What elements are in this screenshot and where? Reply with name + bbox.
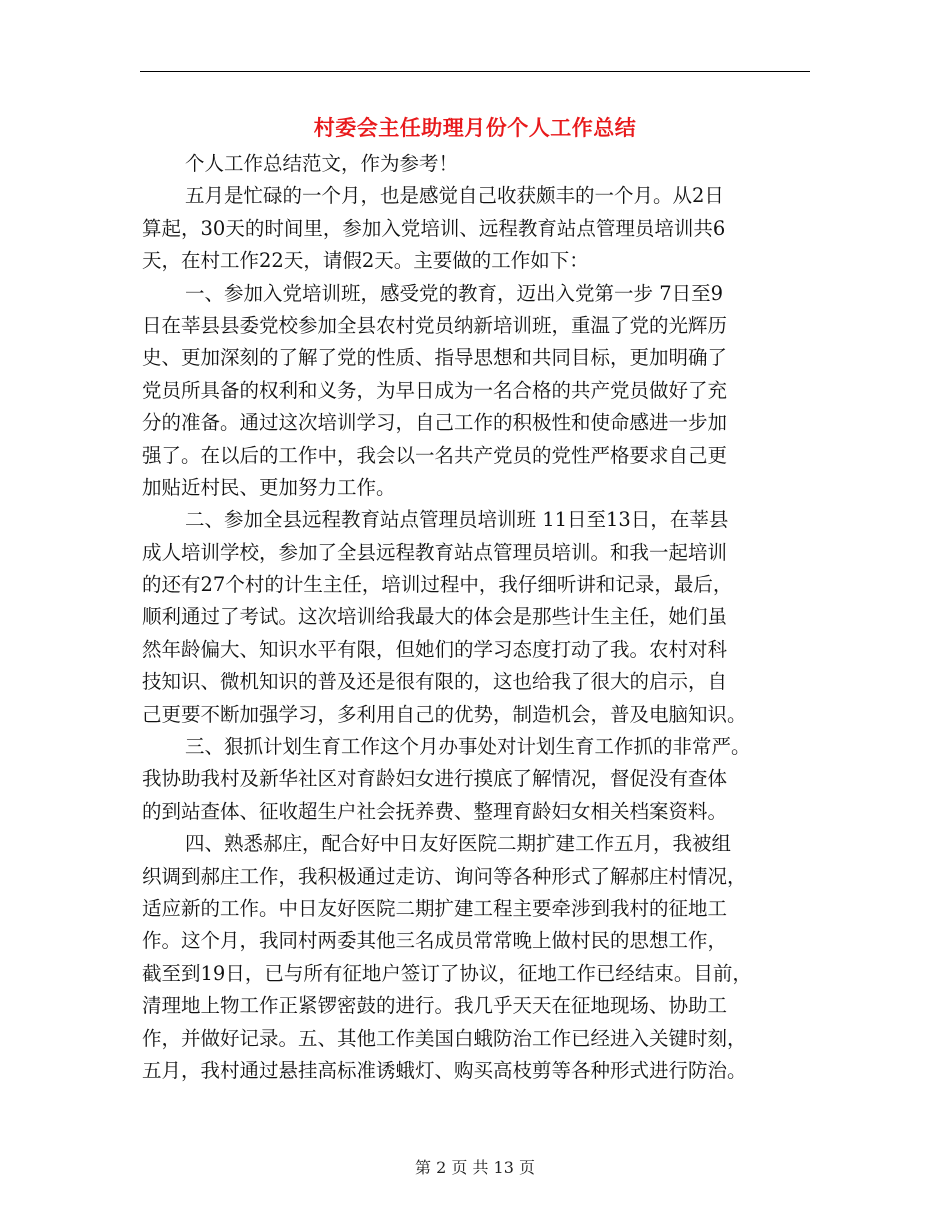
body-line: 史、更加深刻的了解了党的性质、指导思想和共同目标，更加明确了 xyxy=(142,346,728,370)
body-line: 加贴近村民、更加努力工作。 xyxy=(142,475,396,499)
body-line: 强了。在以后的工作中，我会以一名共产党员的党性严格要求自己更 xyxy=(142,443,728,467)
body-line: 织调到郝庄工作，我积极通过走访、询问等各种形式了解郝庄村情况， xyxy=(142,864,747,888)
body-line: 截至到19日，已与所有征地户签订了协议，征地工作已经结束。目前， xyxy=(142,961,752,985)
body-line: 然年龄偏大、知识水平有限，但她们的学习态度打动了我。农村对科 xyxy=(142,637,728,661)
body-line: 清理地上物工作正紧锣密鼓的进行。我几乎天天在征地现场、协助工 xyxy=(142,994,728,1018)
document-body xyxy=(142,148,812,1087)
body-line: 我协助我村及新华社区对育龄妇女进行摸底了解情况，督促没有查体 xyxy=(142,767,728,791)
document-title: 村委会主任助理月份个人工作总结 xyxy=(313,115,637,140)
body-line: 作，并做好记录。五、其他工作美国白蛾防治工作已经进入关键时刻， xyxy=(142,1026,747,1050)
body-line: 天，在村工作22天，请假2天。主要做的工作如下： xyxy=(142,249,589,273)
body-line: 个人工作总结范文，作为参考！ xyxy=(185,152,459,175)
body-line: 作。这个月，我同村两委其他三名成员常常晚上做村民的思想工作， xyxy=(142,929,728,953)
body-line: 适应新的工作。中日友好医院二期扩建工程主要牵涉到我村的征地工 xyxy=(142,896,728,920)
body-line: 日在莘县县委党校参加全县农村党员纳新培训班，重温了党的光辉历 xyxy=(142,313,728,337)
body-line: 三、狠抓计划生育工作这个月办事处对计划生育工作抓的非常严。 xyxy=(185,735,751,759)
body-line: 算起，30天的时间里，参加入党培训、远程教育站点管理员培训共6 xyxy=(142,216,726,240)
body-line: 技知识、微机知识的普及还是很有限的，这也给我了很大的启示，自 xyxy=(142,670,728,694)
header-rule xyxy=(140,71,810,72)
body-line: 的还有27个村的计生主任，培训过程中，我仔细听讲和记录，最后， xyxy=(142,573,733,597)
body-line: 成人培训学校，参加了全县远程教育站点管理员培训。和我一起培训 xyxy=(142,540,728,564)
body-line: 分的准备。通过这次培训学习，自己工作的积极性和使命感进一步加 xyxy=(142,411,728,435)
body-line: 党员所具备的权利和义务，为早日成为一名合格的共产党员做好了充 xyxy=(142,378,728,402)
body-line: 一、参加入党培训班，感受党的教育，迈出入党第一步 7日至9 xyxy=(185,281,724,305)
body-line: 五月是忙碌的一个月，也是感觉自己收获颇丰的一个月。从2日 xyxy=(185,184,724,208)
page-number-footer: 第 2 页 共 13 页 xyxy=(415,1158,535,1177)
body-line: 二、参加全县远程教育站点管理员培训班 11日至13日，在莘县 xyxy=(185,508,729,532)
body-line: 四、熟悉郝庄，配合好中日友好医院二期扩建工作五月，我被组 xyxy=(185,832,732,856)
body-line: 的到站查体、征收超生户社会抚养费、整理育龄妇女相关档案资料。 xyxy=(142,799,728,823)
body-line: 己更要不断加强学习，多利用自己的优势，制造机会，普及电脑知识。 xyxy=(142,702,747,726)
body-line: 顺利通过了考试。这次培训给我最大的体会是那些计生主任，她们虽 xyxy=(142,605,728,629)
body-line: 五月，我村通过悬挂高标准诱蛾灯、购买高枝剪等各种形式进行防治。 xyxy=(142,1058,747,1082)
